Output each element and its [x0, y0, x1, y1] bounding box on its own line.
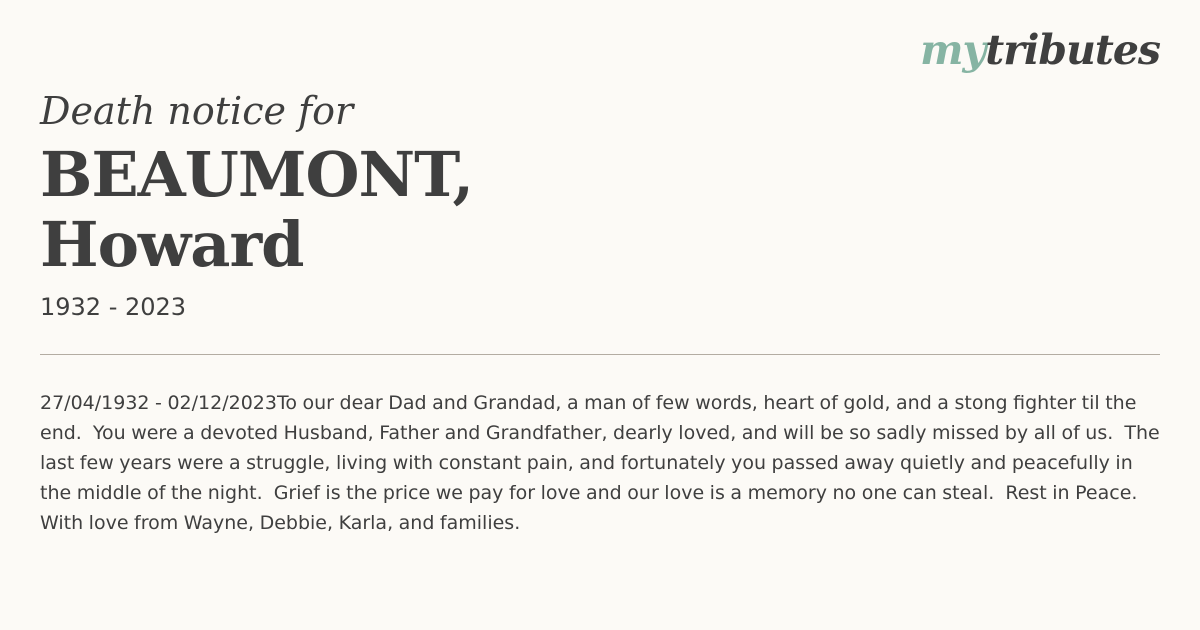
notice-label: Death notice for [40, 89, 354, 133]
deceased-given-name: Howard [40, 208, 304, 281]
logo-my-text: my [920, 26, 986, 74]
deceased-surname: BEAUMONT, [40, 138, 474, 211]
deceased-name [40, 140, 473, 280]
logo-tributes-text: tributes [985, 26, 1160, 74]
notice-message: 27/04/1932 - 02/12/2023To our dear Dad and Grandad, a man of few words, heart of gold, and a stong fighter til the end. You were a devoted Husband, Father and Grandfather, dearly loved, and will be so sadly missed by all of us. The last few years were a struggle, living with constant pain, and fortunately you passed away quietly and peacefully in the middle of the night. Grief is the price we pay for love and our love is a memory no one can steal. Rest in Peace. With love from Wayne, Debbie, Karla, and families. [40, 392, 1166, 534]
divider [40, 354, 1160, 355]
life-years: 1932 - 2023 [40, 293, 187, 321]
mytributes-logo[interactable] [920, 26, 1160, 74]
